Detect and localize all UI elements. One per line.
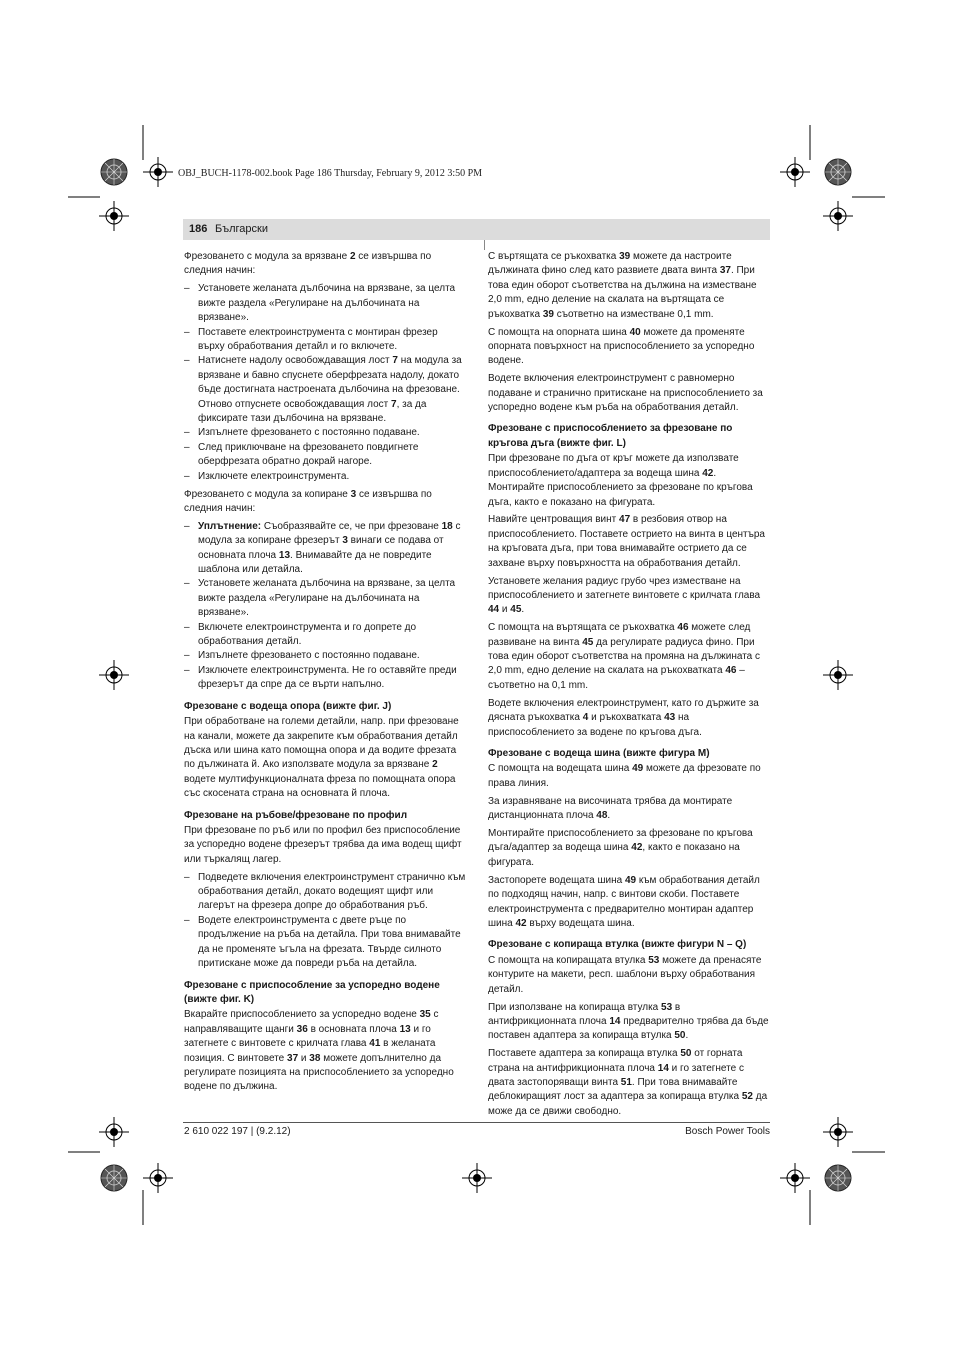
bottom-left-rosette-icon [101,1165,127,1191]
paragraph: Фрезоването с модула за врязване 2 се извършва по следния начин: [184,251,432,277]
paragraph: С помощта на опорната шина 40 можете да променяте опорната повърхност на приспособлението за успоредно водене. [488,326,755,367]
list-item: – Изключете електроинструмента. [184,470,467,484]
registration-cross-icon [143,1163,173,1193]
list-item: – Включете електроинструмента и го допрете до обработвания детайл. [184,621,467,650]
registration-cross-icon [823,201,853,231]
list-item: – Натиснете надолу освобождаващия лост 7 на модула за врязване и бавно спуснете оберфрезата надолу, докато бъде достигната настроената дълбочина на фрезоване. Отново отпуснете освобождаващия лост 7, за да фиксирате тази дълбочина на врязване. [184,354,467,426]
paragraph: Установете желания радиус грубо чрез изместване на приспособлението и затегнете винтовете с крилчата глава 44 и 45. [488,575,761,616]
list-item: – Изпълнете фрезоването с постоянно подаване. [184,426,467,440]
paragraph: С помощта на копиращата втулка 53 можете да пренасяте контурите на макети, респ. шаблони върху обработвания детайл. [488,954,762,995]
paragraph: С помощта на водещата шина 49 можете да фрезовате по права линия. [488,763,761,789]
bullet-list [184,282,467,484]
footer-doc-number: 2 610 022 197 | (9.2.12) [184,1126,291,1137]
list-item: – Изпълнете фрезоването с постоянно подаване. [184,649,467,663]
right-column [488,250,771,1123]
section-heading: Фрезоване с приспособлението за фрезоване по кръгова дъга (вижте фиг. L) [488,423,733,449]
page-header [183,219,770,240]
registration-cross-icon [99,660,129,690]
top-right-rosette-icon [825,159,851,185]
print-slug: OBJ_BUCH-1178-002.book Page 186 Thursday, February 9, 2012 3:50 PM [178,168,483,179]
registration-cross-icon [780,157,810,187]
registration-cross-icon [823,1117,853,1147]
paragraph: При фрезоване по ръб или по профил без приспособление за успоредно водене фрезерът трябва да има водещ щифт или търкалящ лагер. [184,824,462,865]
left-column [184,250,467,1098]
list-item: – Установете желаната дълбочина на врязване, за целта вижте раздела «Регулиране на дълбочината на врязване». [184,282,467,325]
paragraph: Застопорете водещата шина 49 към обработвания детайл по подходящ начин, напр. с винтови скоби. Поставете електроинструмента с предварително монтиран адаптер шина 42 върху водещата шина. [488,874,760,929]
list-item: – Подведете включения електроинструмент странично към обработвания детайл, докато водещият щифт или лагерът на фрезера допре до обработвания ръб. [184,871,467,914]
paragraph: Вкарайте приспособлението за успоредно водене 35 с направляващите щанги 36 в основната плоча 13 и го затегнете с винтовете с крилчата глава 41 в желаната позиция. С винтовете 37 и 38 можете допълнително да регулирате позицията на приспособлението за успоредно водене по дължина. [184,1009,454,1093]
column-divider [484,240,485,250]
bullet-list [184,520,467,693]
list-item: – Водете електроинструмента с двете ръце по продължение на ръба на детайла. При това внимавайте да не променяте ъгъла на фрезата. Твърде силното притискане може да повреди ръба на детайла. [184,914,467,972]
section-heading: Фрезоване с водеща шина (вижте фигура M) [488,748,710,759]
paragraph: За изравняване на височината трябва да монтирате дистанционната плоча 48. [488,795,733,822]
registration-cross-icon [780,1163,810,1193]
footer-brand: Bosch Power Tools [685,1126,770,1137]
paragraph: Водете включения електроинструмент с равномерно подаване и странично притискане на приспособлението за успоредно водене към ръба на обработвания детайл. [488,373,763,414]
paragraph: Водете включения електроинструмент, като го държите за дясната ръкохватка 4 и ръкохватката 43 на приспособлението за водене по кръгова дъга. [488,697,759,738]
list-item: – След приключване на фрезоването повдигнете оберфрезата обратно докрай нагоре. [184,441,467,470]
section-heading: Фрезоване с приспособление за успоредно водене (вижте фиг. K) [184,979,440,1005]
registration-cross-icon [462,1163,492,1193]
bottom-right-rosette-icon [825,1165,851,1191]
paragraph: При фрезоване по дъга от кръг можете да използвате приспособлението/адаптера за водеща шина 42. Монтирайте приспособлението за фрезоване по кръгова дъга, както е показано на фигурата. [488,453,753,508]
page-number: 186 [189,223,208,235]
list-item: – Поставете електроинструмента с монтиран фрезер върху обработвания детайл и го включете. [184,326,467,355]
section-heading: Фрезоване с копираща втулка (вижте фигури N – Q) [488,939,747,951]
section-heading: Фрезоване с водеща опора (вижте фиг. J) [184,700,392,712]
section-heading: Фрезоване на ръбове/фрезоване по профил [184,809,408,821]
registration-cross-icon [143,157,173,187]
list-item: – Изключете електроинструмента. Не го оставяйте преди фрезерът да спре да се върти напълно. [184,664,467,693]
section-title: Български [215,223,268,235]
registration-cross-icon [823,660,853,690]
paragraph: Монтирайте приспособлението за фрезоване по кръгова дъга/адаптер за водеща шина 42, както е показано на фигурата. [488,828,753,868]
registration-cross-icon [99,201,129,231]
paragraph: Фрезоването с модула за копиране 3 се извършва по следния начин: [184,488,432,514]
paragraph: Навийте центроващия винт 47 в резбовия отвор на приспособлението. Поставете острието на винта в центъра на кръговата дъга, при това внимавайте острието да се захване върху повърхността на обработвания детайл. [488,514,765,569]
paragraph: С въртящата се ръкохватка 39 можете да настроите дължината фино след като развиете двата винта 37. При това един оборот съответства на дължина на изместване 2,0 mm, едно деление на скалата на въртящата се ръкохватка 39 съответно на изместване 0,1 mm. [488,251,757,320]
paragraph: С помощта на въртящата се ръкохватка 46 можете след развиване на винта 45 да регулирате радиуса фино. При това един оборот съответства на промяна на дължината с 2,0 mm, едно деление на скалата на ръкохватката 46 – съответно на 0,1 mm. [488,622,760,691]
registration-cross-icon [99,1117,129,1147]
paragraph: При обработване на големи детайли, напр. при фрезоване на канали, можете да закрепите към обработвания детайл дъска или шина като помощна опора и да водите фрезата по дължината й. Ако използвате модула за врязване 2 водете мултифункционалната фреза по помощната опора със скосената страна на основната й плоча. [184,716,459,800]
paragraph: При използване на копираща втулка 53 в антифрикционната плоча 14 предварително трябва да бъде поставен адаптера за копираща втулка 50. [488,1001,769,1042]
top-left-rosette-icon [101,159,127,185]
list-item: – Установете желаната дълбочина на врязване, за целта вижте раздела «Регулиране на дълбочината на врязване». [184,577,467,620]
paragraph: Поставете адаптера за копираща втулка 50 от горната страна на антифрикционната плоча 14 и го затегнете с двата застопоряващи винта 51. При това внимавайте деблокиращият лост за адаптера за копираща втулка 52 да може да се движи свободно. [488,1048,768,1117]
list-item: – Уплътнение: Съобразявайте се, че при фрезоване 18 с модула за копиране фрезерът 3 винаги се подава от основната плоча 13. Внимавайте да не повредите шаблона или детайла. [184,520,467,578]
bullet-list [184,871,467,972]
footer-rule [183,1122,770,1123]
